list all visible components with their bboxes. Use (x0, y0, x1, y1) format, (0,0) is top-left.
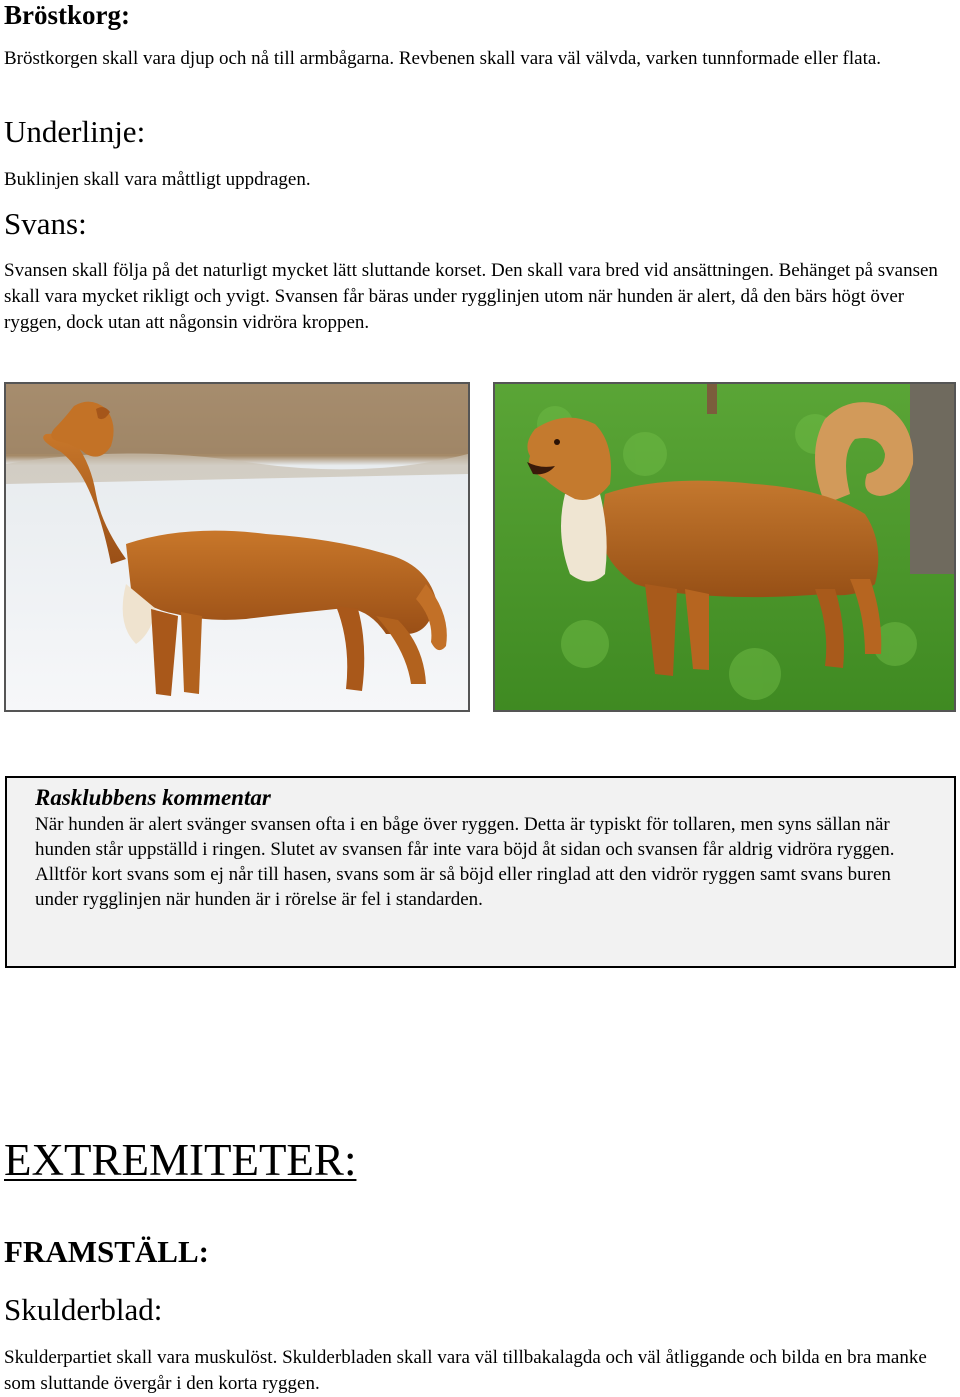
breed-club-comment-box (5, 776, 956, 968)
heading-svans: Svans: (4, 206, 87, 241)
dog-on-grass-photo (493, 382, 956, 712)
heading-skulderblad: Skulderblad: (4, 1292, 163, 1327)
heading-framstall: FRAMSTÄLL: (4, 1234, 209, 1269)
dog-in-snow-photo (4, 382, 470, 712)
heading-brostkorg: Bröstkorg: (4, 0, 130, 30)
heading-extremiteter: EXTREMITETER: (4, 1135, 357, 1185)
text-underlinje: Buklinjen skall vara måttligt uppdragen. (4, 169, 311, 190)
text-skulderblad: Skulderpartiet skall vara muskulöst. Skulderbladen skall vara väl tillbakalagda och väl åtliggande och bilda en bra manke som sluttande övergår i den korta ryggen. (4, 1347, 927, 1394)
comment-title: Rasklubbens kommentar (35, 785, 271, 810)
text-brostkorg: Bröstkorgen skall vara djup och nå till armbågarna. Revbenen skall vara väl välvda, varken tunnformade eller flata. (4, 48, 882, 69)
comment-paragraph-1: När hunden är alert svänger svansen ofta i en båge över ryggen. Detta är typiskt för tollaren, men syns sällan när hunden står uppställd i ringen. Slutet av svansen får inte vara böjd åt sidan och svansen får aldrig vidröra ryggen. (35, 814, 895, 860)
text-svans: Svansen skall följa på det naturligt mycket lätt sluttande korset. Den skall vara bred vid ansättningen. Behänget på svansen skall vara mycket rikligt och yvigt. Svansen får bäras under rygglinjen utom när hunden är alert, då den bärs högt över ryggen, dock utan att någonsin vidröra kroppen. (4, 260, 938, 333)
heading-underlinje: Underlinje: (4, 114, 146, 149)
comment-paragraph-2: Alltför kort svans som ej når till hasen, svans som är så böjd eller ringlad att den vidrör ryggen samt svans buren under rygglinjen när hunden är i rörelse är fel i standarden. (35, 864, 891, 910)
